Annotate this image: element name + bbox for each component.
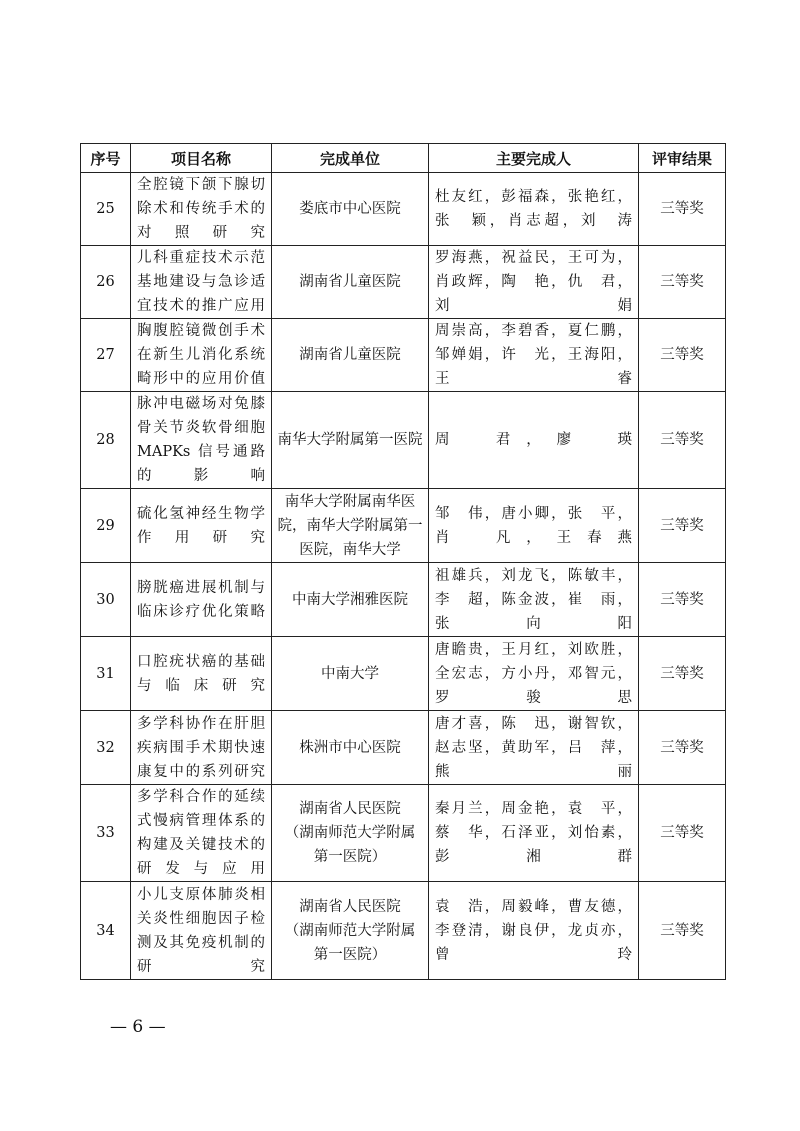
cell-name-line: 儿科重症技术示范 — [137, 250, 265, 266]
cell-no: 34 — [81, 882, 131, 980]
cell-people-line: 刘 娟 — [435, 298, 632, 314]
cell-result: 三等奖 — [639, 489, 726, 563]
cell-name-line: 除术和传统手术的 — [137, 201, 265, 217]
cell-name-line: 全腔镜下颌下腺切 — [137, 177, 265, 193]
cell-result: 三等奖 — [639, 711, 726, 785]
cell-unit-line: 第一医院） — [313, 946, 387, 963]
cell-name — [131, 319, 272, 392]
cell-name — [131, 637, 272, 711]
cell-name-line: 胸腹腔镜微创手术 — [137, 323, 265, 339]
cell-people-line: 李登清，谢良伊，龙贞亦， — [435, 922, 632, 939]
cell-no: 27 — [81, 319, 131, 392]
table-header-row — [81, 144, 726, 173]
cell-people-line: 邹婵娟，许 光，王海阳， — [435, 347, 632, 363]
table-row — [81, 319, 726, 392]
cell-name-line: 临床诊疗优化策略 — [137, 603, 265, 620]
cell-name — [131, 173, 272, 246]
cell-no: 29 — [81, 489, 131, 563]
cell-people-line: 秦月兰，周金艳，袁 平， — [435, 801, 632, 817]
cell-people-line: 唐瞻贵，王月红，刘欧胜， — [435, 641, 632, 658]
cell-people-line: 蔡 华，石泽亚，刘怡素， — [435, 825, 632, 841]
cell-result: 三等奖 — [639, 563, 726, 637]
cell-name-line: 小儿支原体肺炎相 — [137, 886, 265, 903]
cell-unit-line: 南华大学附属南华医 — [284, 493, 416, 510]
cell-unit — [272, 319, 429, 392]
cell-result: 三等奖 — [639, 882, 726, 980]
cell-people — [429, 246, 639, 319]
cell-people-line: 熊 丽 — [435, 763, 632, 780]
table-row — [81, 392, 726, 489]
cell-name-line: 硫化氢神经生物学 — [137, 505, 265, 522]
table-row — [81, 173, 726, 246]
cell-name-line: 研发与应用 — [137, 861, 265, 877]
cell-people — [429, 173, 639, 246]
cell-name-line: 宜技术的推广应用 — [137, 298, 265, 314]
cell-name-line: 对照研究 — [137, 225, 265, 241]
page-number: — 6 — — [110, 1017, 166, 1037]
cell-people — [429, 785, 639, 882]
awards-table — [80, 143, 726, 980]
cell-unit — [272, 711, 429, 785]
cell-name-line: MAPKs 信号通路 — [137, 444, 265, 460]
cell-people-line: 张向阳 — [435, 615, 632, 632]
cell-people — [429, 563, 639, 637]
header-no: 序号 — [81, 144, 131, 173]
cell-result: 三等奖 — [639, 319, 726, 392]
cell-name-line: 测及其免疫机制的 — [137, 934, 265, 951]
cell-unit — [272, 173, 429, 246]
cell-people-line: 全宏志，方小丹，邓智元， — [435, 665, 632, 682]
cell-name-line: 关炎性细胞因子检 — [137, 910, 265, 927]
cell-people-line: 李 超，陈金波，崔 雨， — [435, 591, 632, 608]
cell-unit-line: 医院，南华大学 — [299, 541, 401, 558]
cell-people-line: 张 颖，肖志超，刘 涛 — [435, 213, 632, 229]
cell-name-line: 疾病围手术期快速 — [137, 739, 265, 756]
cell-people — [429, 392, 639, 489]
cell-people-line: 赵志坚，黄助军，吕 萍， — [435, 739, 632, 756]
cell-unit-line: 株洲市中心医院 — [299, 739, 401, 756]
cell-name-line: 多学科合作的延续 — [137, 789, 265, 805]
header-unit: 完成单位 — [272, 144, 429, 173]
cell-result: 三等奖 — [639, 637, 726, 711]
cell-people-line: 周崇高，李碧香，夏仁鹏， — [435, 323, 632, 339]
cell-name-line: 多学科协作在肝胆 — [137, 715, 265, 732]
cell-name-line: 基地建设与急诊适 — [137, 274, 265, 290]
cell-people-line: 肖 凡，王春燕 — [435, 529, 632, 546]
cell-people — [429, 882, 639, 980]
cell-people-line: 杜友红，彭福森，张艳红， — [435, 189, 632, 205]
cell-people-line: 罗骏思 — [435, 689, 632, 706]
cell-name-line: 的影响 — [137, 468, 265, 484]
cell-unit-line: 南华大学附属第一医院 — [277, 432, 423, 448]
header-name: 项目名称 — [131, 144, 272, 173]
cell-no: 25 — [81, 173, 131, 246]
cell-unit — [272, 489, 429, 563]
cell-name — [131, 392, 272, 489]
cell-result: 三等奖 — [639, 392, 726, 489]
table-row — [81, 637, 726, 711]
cell-unit — [272, 785, 429, 882]
table-row — [81, 711, 726, 785]
table-row — [81, 489, 726, 563]
cell-result: 三等奖 — [639, 173, 726, 246]
cell-people — [429, 319, 639, 392]
cell-name-line: 在新生儿消化系统 — [137, 347, 265, 363]
cell-name — [131, 563, 272, 637]
table-body — [81, 173, 726, 980]
cell-people — [429, 711, 639, 785]
cell-no: 33 — [81, 785, 131, 882]
cell-name — [131, 785, 272, 882]
cell-name-line: 构建及关键技术的 — [137, 837, 265, 853]
cell-people — [429, 489, 639, 563]
cell-unit-line: 湖南省人民医院 — [299, 898, 401, 915]
cell-people-line: 周 君，廖 瑛 — [435, 432, 632, 448]
cell-people-line: 彭湘群 — [435, 849, 632, 865]
cell-name-line: 骨关节炎软骨细胞 — [137, 420, 265, 436]
cell-unit-line: （湖南师范大学附属 — [284, 922, 416, 939]
cell-people-line: 曾 玲 — [435, 946, 632, 963]
cell-unit — [272, 637, 429, 711]
cell-people-line: 罗海燕，祝益民，王可为， — [435, 250, 632, 266]
table-row — [81, 882, 726, 980]
cell-name-line: 式慢病管理体系的 — [137, 813, 265, 829]
cell-name-line: 康复中的系列研究 — [137, 763, 265, 780]
cell-unit-line: 湖南省儿童医院 — [299, 274, 401, 290]
cell-name-line: 脉冲电磁场对兔膝 — [137, 396, 265, 412]
cell-name-line: 膀胱癌进展机制与 — [137, 579, 265, 596]
cell-people-line: 邹 伟，唐小卿，张 平， — [435, 505, 632, 522]
cell-unit-line: 湖南省儿童医院 — [299, 347, 401, 363]
cell-people-line: 袁 浩，周毅峰，曹友德， — [435, 898, 632, 915]
cell-unit-line: 中南大学湘雅医院 — [292, 591, 408, 608]
header-result: 评审结果 — [639, 144, 726, 173]
cell-name-line: 口腔疣状癌的基础 — [137, 653, 265, 670]
cell-unit — [272, 563, 429, 637]
cell-result: 三等奖 — [639, 785, 726, 882]
cell-people-line: 肖政辉，陶 艳，仇 君， — [435, 274, 632, 290]
cell-no: 32 — [81, 711, 131, 785]
cell-people-line: 王 睿 — [435, 371, 632, 387]
table-row — [81, 246, 726, 319]
cell-name-line: 畸形中的应用价值 — [137, 371, 265, 387]
cell-unit — [272, 882, 429, 980]
cell-name-line: 与临床研究 — [137, 677, 265, 694]
cell-no: 31 — [81, 637, 131, 711]
cell-unit-line: 第一医院） — [313, 849, 387, 865]
cell-name — [131, 711, 272, 785]
cell-unit-line: 院，南华大学附属第一 — [277, 517, 423, 534]
cell-unit — [272, 392, 429, 489]
cell-no: 30 — [81, 563, 131, 637]
cell-people — [429, 637, 639, 711]
cell-result: 三等奖 — [639, 246, 726, 319]
cell-no: 28 — [81, 392, 131, 489]
cell-name-line: 作用研究 — [137, 529, 265, 546]
cell-people-line: 唐才喜，陈 迅，谢智钦， — [435, 715, 632, 732]
cell-name — [131, 489, 272, 563]
cell-no: 26 — [81, 246, 131, 319]
cell-people-line: 祖雄兵，刘龙飞，陈敏丰， — [435, 567, 632, 584]
table-row — [81, 785, 726, 882]
cell-unit-line: 中南大学 — [321, 665, 379, 682]
cell-unit-line: （湖南师范大学附属 — [284, 825, 416, 841]
cell-unit-line: 湖南省人民医院 — [299, 801, 401, 817]
cell-name — [131, 882, 272, 980]
cell-unit — [272, 246, 429, 319]
header-people: 主要完成人 — [429, 144, 639, 173]
cell-name-line: 研究 — [137, 958, 265, 975]
cell-unit-line: 娄底市中心医院 — [299, 201, 401, 217]
table-row — [81, 563, 726, 637]
cell-name — [131, 246, 272, 319]
